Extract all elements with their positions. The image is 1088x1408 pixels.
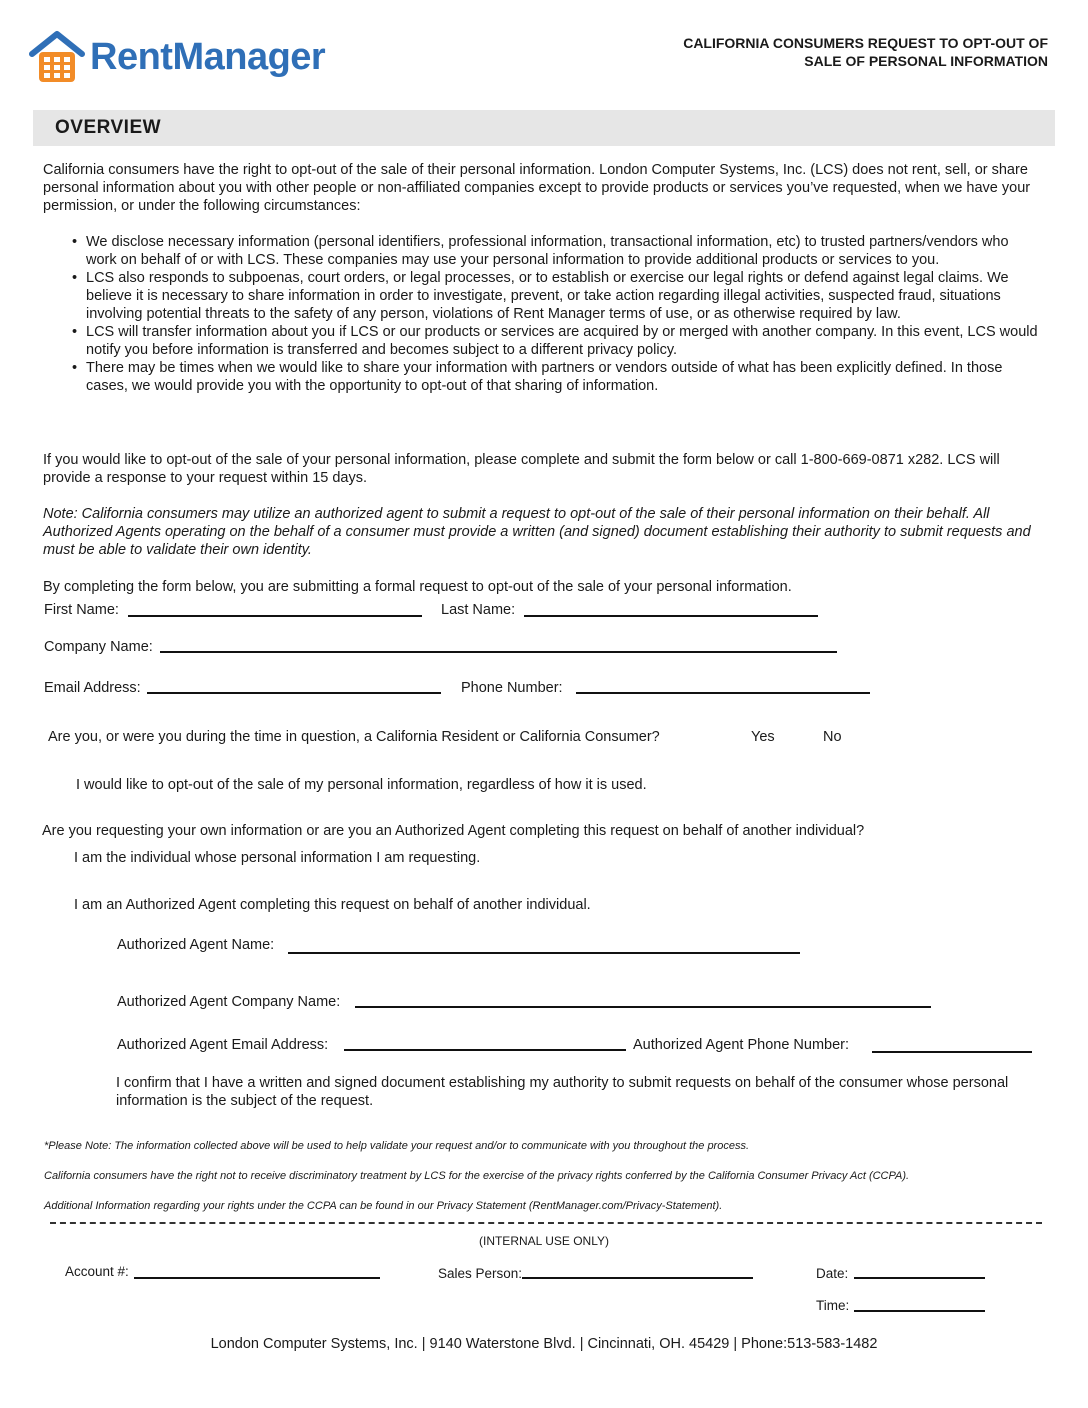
last-name-label: Last Name: <box>441 602 516 618</box>
account-label: Account #: <box>65 1264 129 1279</box>
house-logo-icon <box>28 30 86 86</box>
overview-heading-bar <box>33 110 1055 146</box>
title-line-2: SALE OF PERSONAL INFORMATION <box>804 53 1048 69</box>
intro-paragraph: California consumers have the right to opt-out of the sale of their personal information. London Computer Systems, Inc. (LCS) does not rent, sell, or share personal information about you with other people or non-affiliated companies except to provide products or services you’ve requested, when we have your permission, or under the following circumstances: <box>43 162 1031 214</box>
agent-phone-label: Authorized Agent Phone Number: <box>633 1037 850 1053</box>
date-field[interactable] <box>854 1277 985 1279</box>
internal-use-label: (INTERNAL USE ONLY) <box>478 1234 610 1248</box>
privacy-statement-note: Additional Information regarding your rights under the CCPA can be found in our Privacy Statement (RentManager.com/Privacy-Statement). <box>44 1200 723 1212</box>
authorized-agent-option[interactable]: I am an Authorized Agent completing this request on behalf of another individual. <box>74 897 591 913</box>
company-name-field[interactable] <box>160 651 837 653</box>
resident-no-option[interactable]: No <box>823 729 842 745</box>
agent-email-label: Authorized Agent Email Address: <box>117 1037 329 1053</box>
time-field[interactable] <box>854 1310 985 1312</box>
date-label: Date: <box>816 1266 849 1281</box>
account-field[interactable] <box>134 1277 380 1279</box>
form-intro: By completing the form below, you are submitting a formal request to opt-out of the sale of your personal information. <box>43 579 792 595</box>
resident-question: Are you, or were you during the time in question, a California Resident or California Consumer? <box>48 729 660 745</box>
resident-yes-option[interactable]: Yes <box>751 729 775 745</box>
agent-company-field[interactable] <box>355 1006 931 1008</box>
opt-out-checkbox-label[interactable]: I would like to opt-out of the sale of my personal information, regardless of how it is used. <box>76 777 647 793</box>
sales-person-label: Sales Person: <box>438 1266 523 1281</box>
email-field[interactable] <box>147 692 441 694</box>
ccpa-nondiscrimination-note: California consumers have the right not to receive discriminatory treatment by LCS for the exercise of the privacy rights conferred by the California Consumer Privacy Act (CCPA). <box>44 1170 910 1182</box>
first-name-field[interactable] <box>128 615 422 617</box>
agent-email-field[interactable] <box>344 1049 626 1051</box>
sales-person-field[interactable] <box>522 1277 753 1279</box>
list-item: • There may be times when we would like to share your information with partners or vendors outside of what has been explicitly defined. In those cases, we would provide you with the opportunity to opt-out of that sharing of information. <box>72 359 1042 395</box>
authorized-agent-note: Note: California consumers may utilize an authorized agent to submit a request to opt-out of the sale of their personal information on their behalf. All Authorized Agents operating on the behalf of a consumer must provide a written (and signed) document establishing their authority to submit requests and must be able to validate their own identity. <box>43 506 1031 558</box>
circumstances-list <box>72 233 1042 395</box>
agent-question: Are you requesting your own information or are you an Authorized Agent completing this request on behalf of another individual? <box>42 823 865 839</box>
individual-option[interactable]: I am the individual whose personal information I am requesting. <box>74 850 481 866</box>
email-label: Email Address: <box>44 680 141 696</box>
document-title <box>588 34 1048 70</box>
overview-heading: OVERVIEW <box>55 117 162 138</box>
phone-label: Phone Number: <box>461 680 563 696</box>
time-label: Time: <box>816 1298 850 1313</box>
agent-company-label: Authorized Agent Company Name: <box>117 994 341 1010</box>
list-item: • LCS also responds to subpoenas, court orders, or legal processes, or to establish or exercise our legal rights or defend against legal claims. We believe it is necessary to share information in order to investigate, prevent, or take action regarding illegal activities, suspected fraud, situations involving potential threats to the safety of any person, violations of Rent Manager terms of use, or as otherwise required by law. <box>72 269 1042 323</box>
please-note: *Please Note: The information collected above will be used to help validate your request and/or to communicate with you throughout the process. <box>44 1140 750 1152</box>
agent-confirm-checkbox-label[interactable]: I confirm that I have a written and signed document establishing my authority to submit requests on behalf of the consumer whose personal information is the subject of the request. <box>116 1075 1009 1109</box>
company-name-label: Company Name: <box>44 639 153 655</box>
first-name-label: First Name: <box>44 602 119 618</box>
title-line-1: CALIFORNIA CONSUMERS REQUEST TO OPT-OUT OF <box>683 35 1048 51</box>
logo-text: RentManager <box>90 36 326 78</box>
list-item: • LCS will transfer information about you if LCS or our products or services are acquired by or merged with another company. In this event, LCS would notify you before information is transferred and becomes subject to a different privacy policy. <box>72 323 1042 359</box>
last-name-field[interactable] <box>524 615 818 617</box>
phone-field[interactable] <box>576 692 870 694</box>
agent-name-field[interactable] <box>288 952 800 954</box>
list-item: • We disclose necessary information (personal identifiers, professional information, transactional information, etc) to trusted partners/vendors who work on behalf of or with LCS. These companies may use your personal information to provide additional products or services to you. <box>72 233 1042 269</box>
agent-phone-field[interactable] <box>872 1051 1032 1053</box>
contact-paragraph: If you would like to opt-out of the sale of your personal information, please complete and submit the form below or call 1-800-669-0871 x282. LCS will provide a response to your request within 15 days. <box>43 452 1000 486</box>
rent-manager-logo <box>28 30 358 94</box>
cut-line-divider <box>50 1222 1042 1224</box>
agent-name-label: Authorized Agent Name: <box>117 937 275 953</box>
footer-address: London Computer Systems, Inc. | 9140 Waterstone Blvd. | Cincinnati, OH. 45429 | Phone:513-583-1482 <box>210 1336 878 1352</box>
